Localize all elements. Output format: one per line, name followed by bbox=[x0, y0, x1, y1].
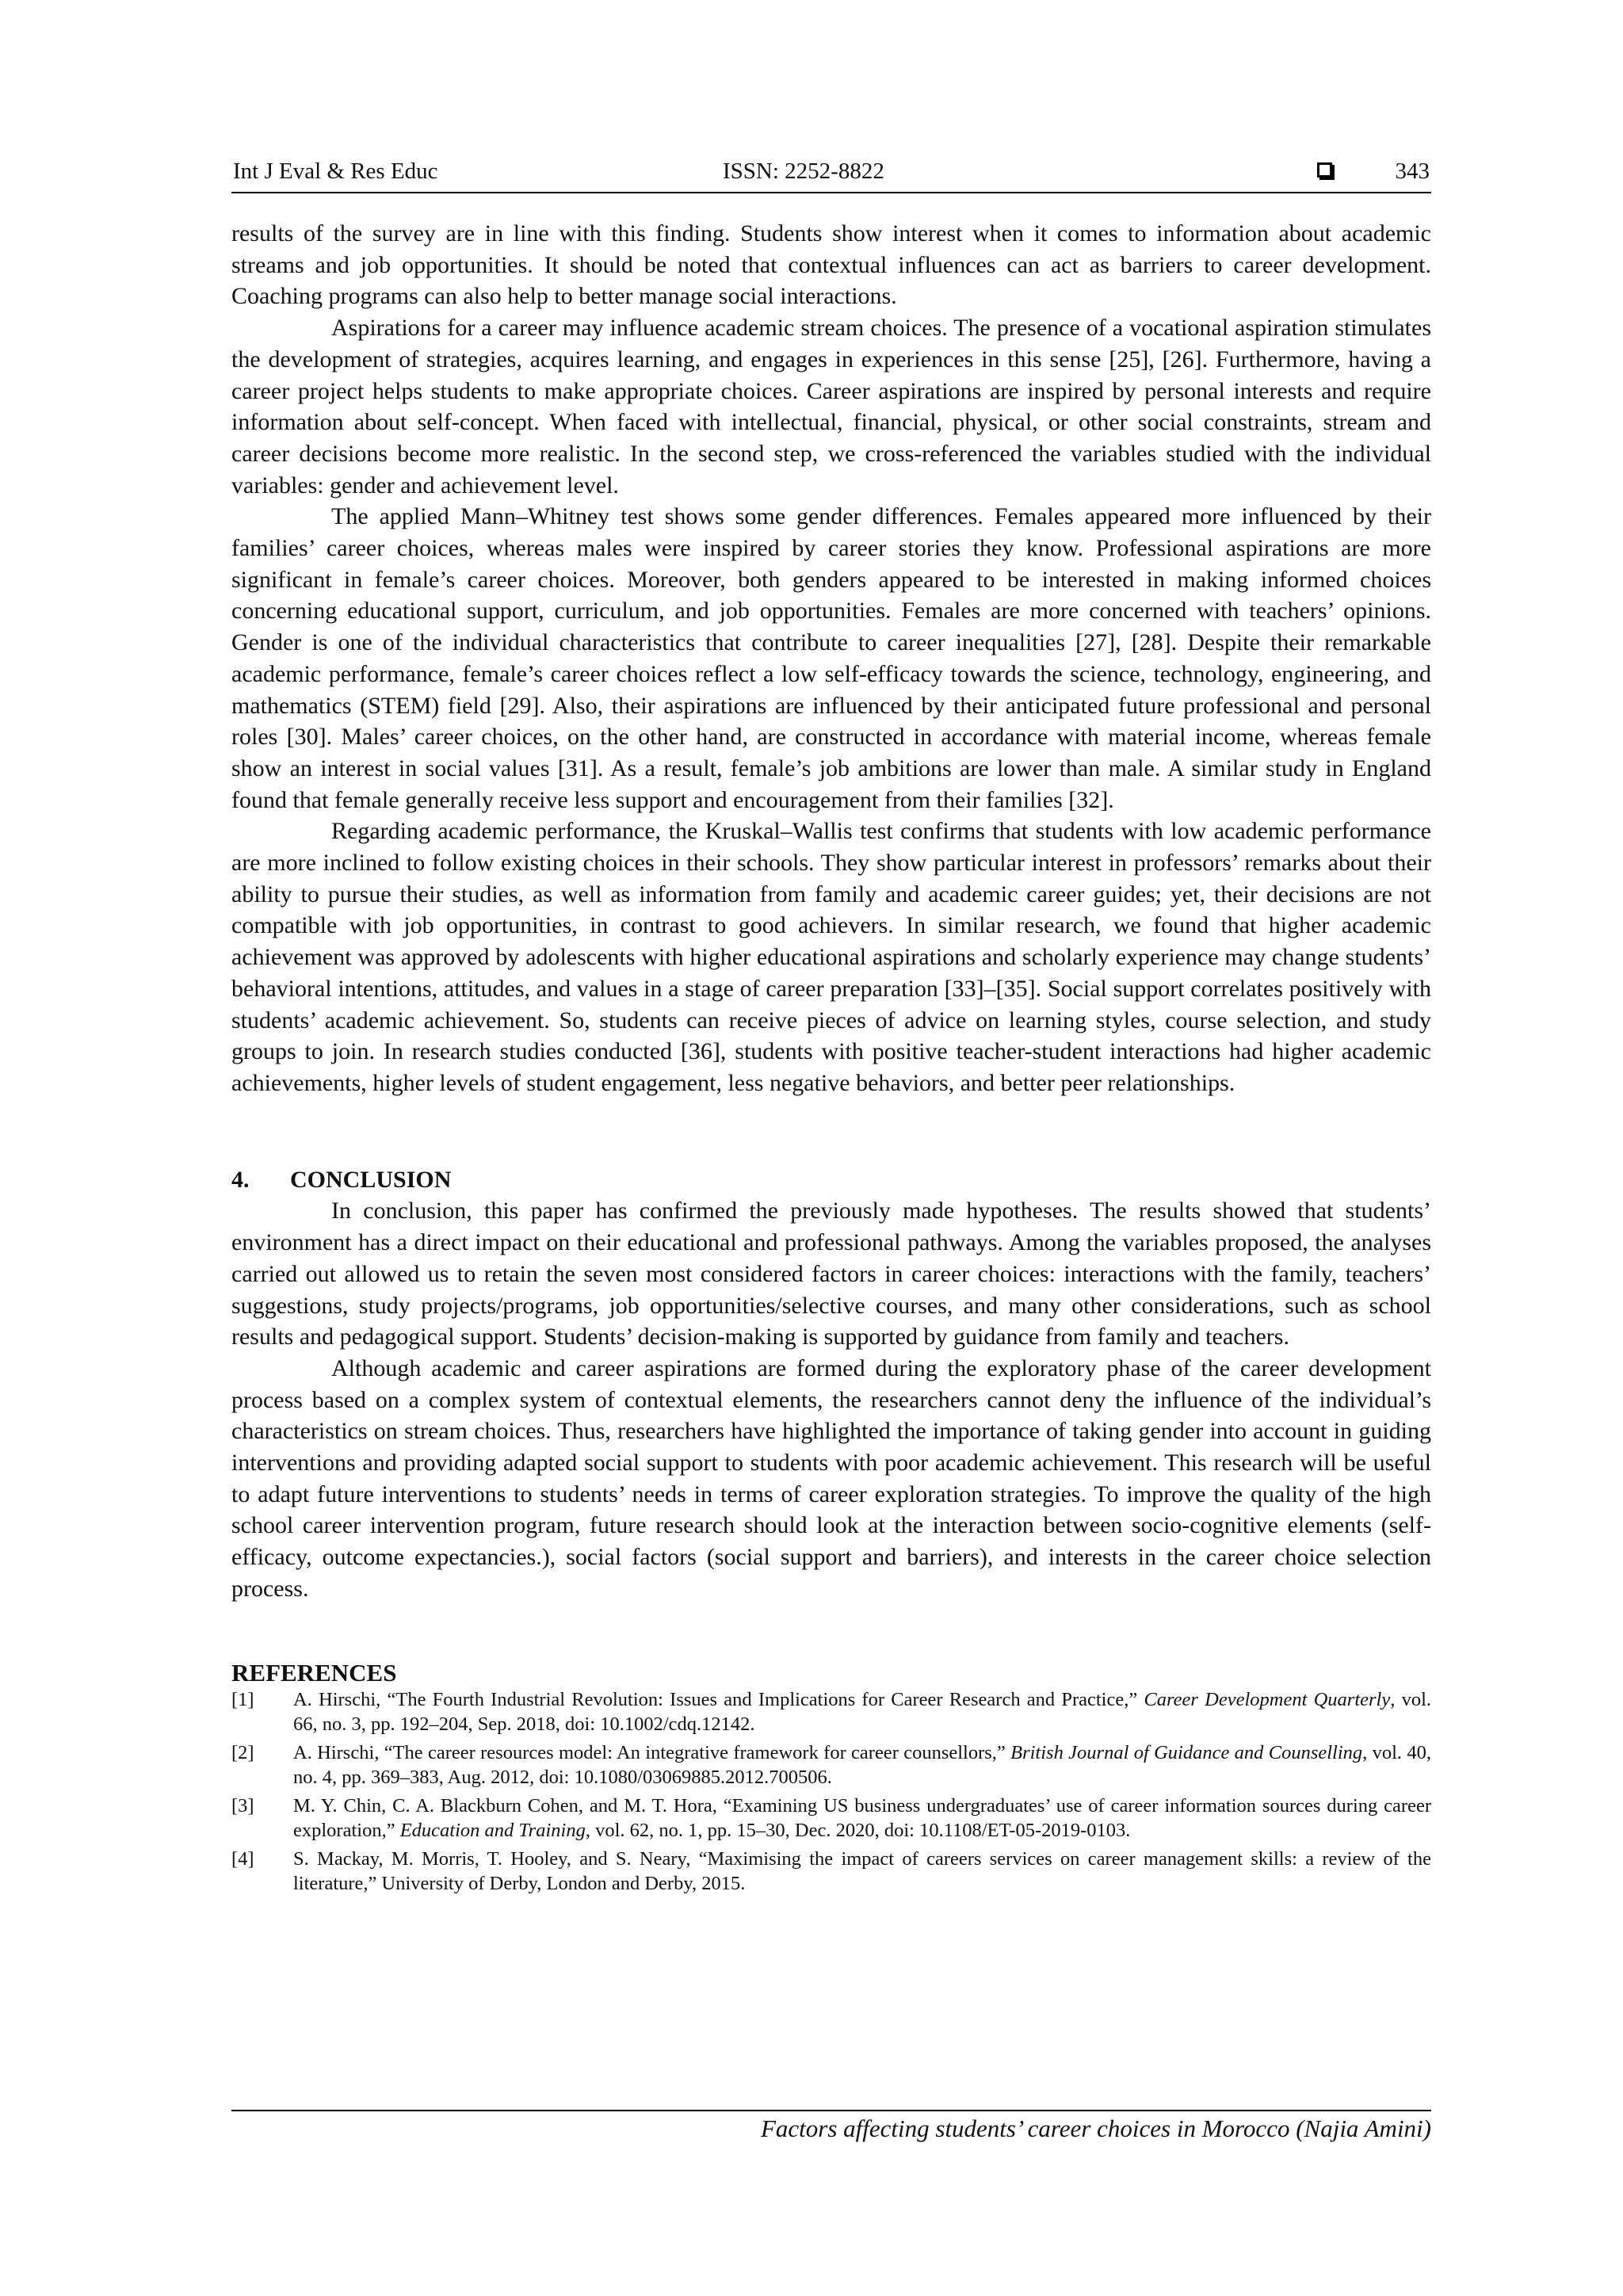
reference-number: [3] bbox=[231, 1794, 254, 1817]
reference-text: A. Hirschi, “The Fourth Industrial Revolution: Issues and Implications for Career Research and Practice,” bbox=[293, 1688, 1144, 1710]
running-footer bbox=[231, 2110, 1431, 2145]
conclusion-paragraph: In conclusion, this paper has confirmed the previously made hypotheses. The results showed that students’ environment has a direct impact on their educational and professional pathways. Among the variables proposed, the analyses carried out allowed us to retain the seven most considered factors in career choices: interactions with the family, teachers’ suggestions, study projects/programs, job opportunities/selective courses, and many other considerations, such as school results and pedagogical support. Students’ decision-making is supported by guidance from family and teachers. bbox=[231, 1198, 1431, 1350]
reference-item bbox=[231, 1794, 1431, 1843]
reference-details: , vol. 62, no. 1, pp. 15–30, Dec. 2020, doi: 10.1108/ET-05-2019-0103. bbox=[585, 1820, 1131, 1842]
references-heading: REFERENCES bbox=[231, 1658, 397, 1687]
running-header bbox=[231, 155, 1431, 193]
reference-journal: Education and Training bbox=[399, 1820, 586, 1842]
conclusion-paragraph: Although academic and career aspirations are formed during the exploratory phase of the career development process based on a complex system of contextual elements, the researchers cannot deny the influence of the individual’s characteristics on stream choices. Thus, researchers have highlighted the importance of taking gender into account in guiding interventions and providing adapted social support to students with poor academic achievement. This research will be useful to adapt future interventions to students’ needs in terms of career exploration strategies. To improve the quality of the high school career intervention program, future research should look at the interaction between socio-cognitive elements (self-efficacy, outcome expectancies.), social factors (social support and barriers), and interests in the career choice selection process. bbox=[231, 1354, 1431, 1602]
footer-title: Factors affecting students’ career choices in Morocco (Najia Amini) bbox=[760, 2115, 1431, 2142]
body-paragraph: Regarding academic performance, the Kruskal–Wallis test confirms that students with low academic performance are more inclined to follow existing choices in their schools. They show particular interest in professors’ remarks about their ability to pursue their studies, as well as information from family and academic career guides; yet, their decisions are not compatible with job opportunities, in contrast to good achievers. In similar research, we found that higher academic achievement was approved by adolescents with higher educational aspirations and scholarly experience may change students’ behavioral intentions, attitudes, and values in a stage of career preparation [33]–[35]. Social support correlates positively with students’ academic achievement. So, students can receive pieces of advice on learning styles, course selection, and study groups to join. In research studies conducted [36], students with positive teacher-student interactions had higher academic achievements, higher levels of student engagement, less negative behaviors, and better peer relationships. bbox=[231, 818, 1431, 1096]
body-paragraph: The applied Mann–Whitney test shows some gender differences. Females appeared more influenced by their families’ career choices, whereas males were inspired by career stories they know. Professional aspirations are more significant in female’s career choices. Moreover, both genders appeared to be interested in making informed choices concerning educational support, curriculum, and job opportunities. Females are more concerned with teachers’ opinions. Gender is one of the individual characteristics that contribute to career inequalities [27], [28]. Despite their remarkable academic performance, female’s career choices reflect a low self-efficacy towards the science, technology, engineering, and mathematics (STEM) field [29]. Also, their aspirations are influenced by their anticipated future professional and personal roles [30]. Males’ career choices, on the other hand, are constructed in accordance with material income, whereas female show an interest in social values [31]. As a result, female’s job ambitions are lower than male. A similar study in England found that female generally receive less support and encouragement from their families [32]. bbox=[231, 503, 1431, 813]
section-heading-conclusion bbox=[231, 1164, 1431, 1196]
reference-item bbox=[231, 1740, 1431, 1790]
reference-journal: British Journal of Guidance and Counselling bbox=[1010, 1741, 1363, 1763]
page-number: 343 bbox=[1395, 159, 1430, 184]
body-paragraph: results of the survey are in line with this finding. Students show interest when it comes to information about academic streams and job opportunities. It should be noted that contextual influences can act as barriers to career development. Coaching programs can also help to better manage social interactions. bbox=[231, 220, 1431, 310]
section-number: 4. bbox=[231, 1166, 250, 1193]
reference-details: , vol. 66, no. 3, pp. 192–204, Sep. 2018, doi: 10.1002/cdq.12142. bbox=[293, 1688, 1431, 1736]
reference-number: [4] bbox=[231, 1847, 254, 1870]
section-title: CONCLUSION bbox=[290, 1166, 452, 1193]
reference-text: M. Y. Chin, C. A. Blackburn Cohen, and M. T. Hora, “Examining US business undergraduates’ use of career information sources during career exploration,” bbox=[293, 1794, 1431, 1842]
reference-number: [2] bbox=[231, 1741, 254, 1763]
journal-name: Int J Eval & Res Educ bbox=[233, 159, 438, 184]
reference-item bbox=[231, 1847, 1431, 1897]
body-paragraph: Aspirations for a career may influence academic stream choices. The presence of a vocational aspiration stimulates the development of strategies, acquires learning, and engages in experiences in this sense [25], [26]. Furthermore, having a career project helps students to make appropriate choices. Career aspirations are inspired by personal interests and require information about self-concept. When faced with intellectual, financial, physical, or other social constraints, stream and career decisions become more realistic. In the second step, we cross-referenced the variables studied with the individual variables: gender and achievement level. bbox=[231, 315, 1431, 499]
main-text bbox=[231, 218, 1431, 1900]
reference-text: A. Hirschi, “The career resources model: An integrative framework for career counsellors,” bbox=[293, 1741, 1011, 1763]
issn: ISSN: 2252-8822 bbox=[723, 159, 884, 184]
reference-list bbox=[231, 1687, 1431, 1897]
reference-text: S. Mackay, M. Morris, T. Hooley, and S. Neary, “Maximising the impact of careers services on career management skills: a review of the literature,” University of Derby, London and Derby, 2015. bbox=[293, 1847, 1431, 1895]
checkbox-square-icon bbox=[1317, 162, 1332, 178]
reference-number: [1] bbox=[231, 1688, 254, 1710]
reference-details: , vol. 40, no. 4, pp. 369–383, Aug. 2012, doi: 10.1080/03069885.2012.700506. bbox=[293, 1741, 1431, 1789]
reference-item bbox=[231, 1687, 1431, 1737]
reference-journal: Career Development Quarterly bbox=[1144, 1688, 1391, 1710]
